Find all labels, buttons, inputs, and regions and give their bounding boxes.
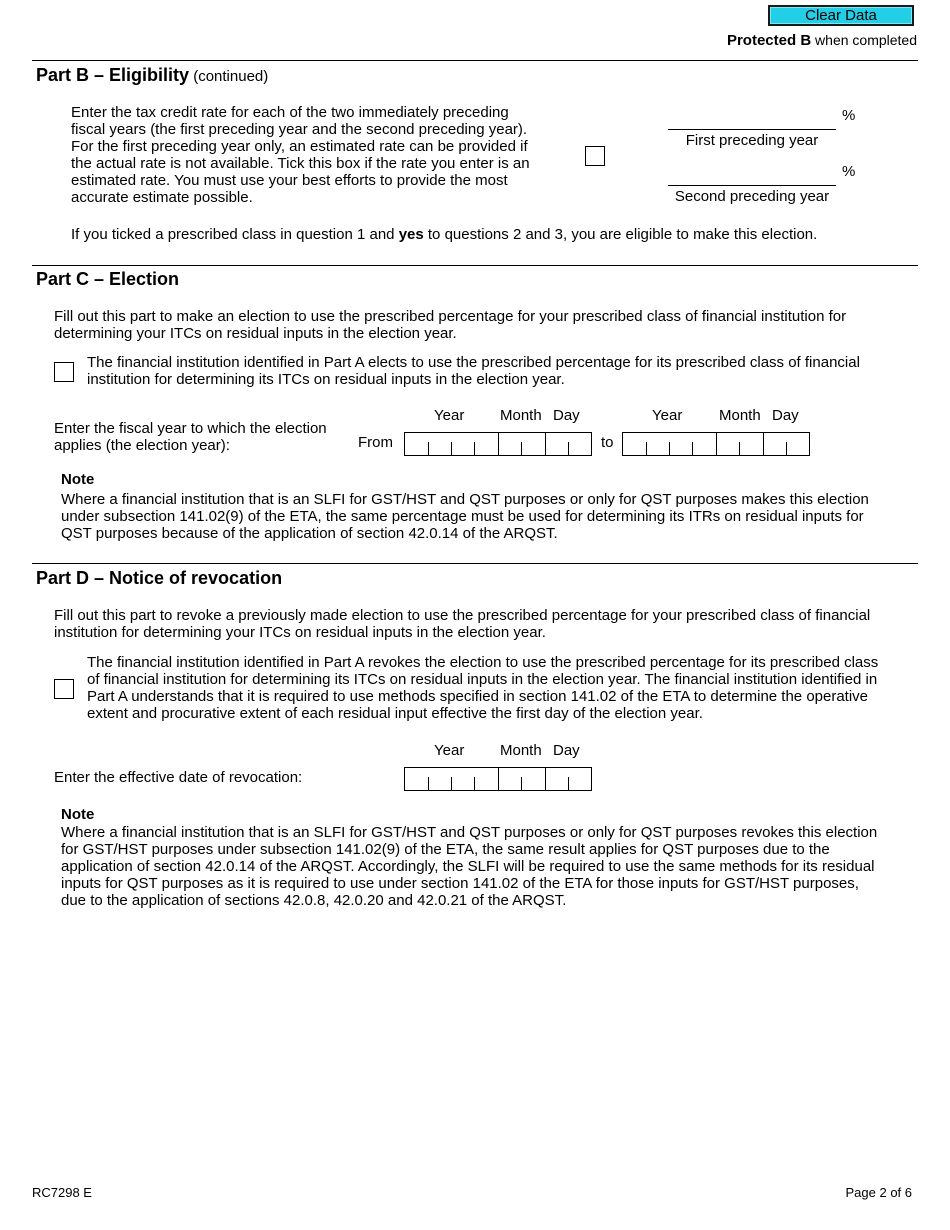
part-b-instructions: Enter the tax credit rate for each of the two immediately preceding fiscal years (the first preceding year and the second preceding year). For the first preceding year only, an estimated rate can be provided if the actual rate is not available. Tick this box if the rate you enter is an estimated rate. You must use your best efforts to provide the most accurate estimate possible. [71,104,530,206]
part-b-title: Part B – Eligibility (continued) [36,65,269,85]
part-c-note: Where a financial institution that is an SLFI for GST/HST and QST purposes or only for QST purposes makes this election under subsection 141.02(9) of the ETA, the same percentage must be used for determining its ITRs on residual inputs for QST purposes because of the application of section 42.0.14 of the ARQST. [61,491,869,542]
to-label: to [601,434,614,451]
part-c-note-heading: Note [61,471,95,488]
first-year-underline [668,129,836,130]
year-heading: Year [434,407,465,424]
year-heading: Year [434,742,465,759]
second-percent-sign: % [842,163,856,180]
first-preceding-year-input[interactable] [668,100,836,130]
part-c-title: Part C – Election [36,269,180,289]
fiscal-year-label: Enter the fiscal year to which the election applies (the election year): [54,420,327,454]
part-d-intro: Fill out this part to revoke a previously made election to use the prescribed percentage for your prescribed class of financial institution for determining your ITCs on residual inputs in the election year. [54,607,871,641]
effective-date-label: Enter the effective date of revocation: [54,769,303,786]
section-divider [32,563,918,564]
revocation-date-input[interactable] [404,767,592,791]
month-heading: Month [500,407,542,424]
clear-data-button[interactable]: Clear Data [768,5,914,26]
eligibility-statement: If you ticked a prescribed class in question 1 and yes to questions 2 and 3, you are eligible to make this election. [71,226,818,243]
election-checkbox[interactable] [54,362,74,382]
second-preceding-year-label: Second preceding year [674,188,830,205]
day-heading: Day [553,742,580,759]
section-divider [32,60,918,61]
election-to-date-input[interactable] [622,432,810,456]
form-code: RC7298 E [32,1185,92,1200]
section-divider [32,265,918,266]
part-d-note: Where a financial institution that is an SLFI for GST/HST and QST purposes or only for QST purposes revokes this election for GST/HST purposes under subsection 141.02(9) of the ETA, the same result applies for QST purposes due to the application of section 42.0.14 of the ARQST. Accordingly, the SLFI will be required to use the same methods for its residual inputs for QST purposes as it is required to use under section 141.02 of the ETA for those inputs for GST/HST purposes, due to the application of sections 42.0.8, 42.0.20 and 42.0.21 of the ARQST. [61,824,878,909]
first-preceding-year-label: First preceding year [685,132,819,149]
from-label: From [358,434,393,451]
day-heading: Day [553,407,580,424]
day-heading: Day [772,407,799,424]
revocation-statement: The financial institution identified in Part A revokes the election to use the prescribed percentage for its prescribed class of financial institution for determining its ITCs on residual inputs in the election year. The financial institution identified in Part A understands that it is required to use methods specified in section 141.02 of the ETA to determine the operative extent and procurative extent of each residual input effective the first day of the election year. [87,654,879,722]
part-c-intro: Fill out this part to make an election to use the prescribed percentage for your prescribed class of financial institution for determining your ITCs on residual inputs in the election year. [54,308,847,342]
part-d-title: Part D – Notice of revocation [36,568,283,588]
month-heading: Month [500,742,542,759]
revocation-checkbox[interactable] [54,679,74,699]
second-year-underline [668,185,836,186]
election-from-date-input[interactable] [404,432,592,456]
estimated-rate-checkbox[interactable] [585,146,605,166]
page-number: Page 2 of 6 [845,1185,912,1200]
part-d-note-heading: Note [61,806,95,823]
protected-b-notice: Protected B when completed [726,32,917,49]
month-heading: Month [719,407,761,424]
year-heading: Year [652,407,683,424]
election-statement: The financial institution identified in Part A elects to use the prescribed percentage for its prescribed class of financial institution for determining its ITCs on residual inputs in the election year. [87,354,860,388]
first-percent-sign: % [842,107,856,124]
second-preceding-year-input[interactable] [668,155,836,185]
